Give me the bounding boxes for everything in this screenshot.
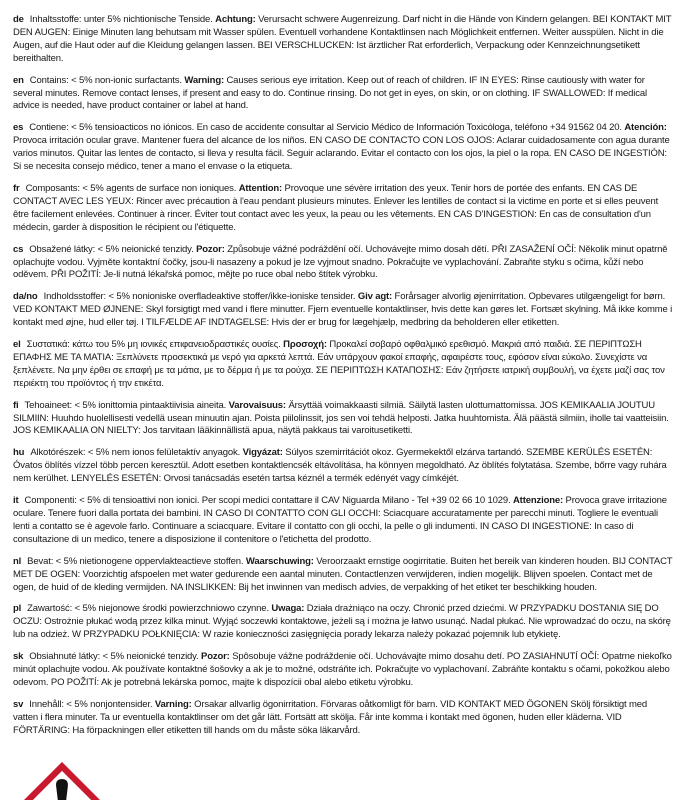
section-text: Forårsager alvorlig øjenirritation. Opbevares utilgængeligt for børn. VED KONTAKT MED ØJNENE: Skyl forsigtigt med vand i flere minutter. Fjern eventuelle kontaktlinser, hvis dette kan gøres let. Fortsæt skylning. Må ikke komme i kontakt med øjne, hud eller tøj. I TILFÆLDE AF INDTAGELSE: Hvis der er brug for lægehjælp, medbring da beholderen eller etiketten. (13, 291, 673, 329)
signal-word: Varning: (154, 698, 192, 710)
label-section-cs (13, 244, 674, 283)
language-code: sv (13, 698, 24, 710)
ghs07-exclamation-mark-icon (18, 762, 106, 800)
language-code: cs (13, 243, 24, 255)
language-code: en (13, 74, 24, 86)
signal-word: Attenzione: (512, 495, 564, 507)
section-text: Bevat: < 5% nietionogene oppervlakteactieve stoffen. (27, 555, 246, 567)
section-text: Tehoaineet: < 5% ionittomia pintaaktiivisia aineita. (24, 399, 229, 411)
section-text: Veroorzaakt ernstige oogirritatie. Buiten het bereik van kinderen houden. BIJ CONTACT MET DE OGEN: Voorzichtig afspoelen met water gedurende een aantal minuten. Contactlenzen verwijderen, indien mogelijk. Blijven spoelen. Contact met de ogen, de huid of de kleding vermijden. NA INSLIKKEN: Bij het inwinnen van medisch advies, de verpakking of het etiket ter beschikking houden. (13, 555, 673, 593)
section-text: Innehåll: < 5% nonjontensider. (29, 698, 155, 710)
language-code: pl (13, 603, 22, 615)
language-code: sk (13, 651, 24, 663)
section-text: Działa drażniąco na oczy. Chronić przed dziećmi. W PRZYPADKU DOSTANIA SIĘ DO OCZU: Ostrożnie płukać wodą przez kilka minut. Wyjąć soczewki kontaktowe, jeżeli są i można je łatwo usunąć. Nadal płukać. Nie wprowadzać do oczu, na skórę lub na odzież. W PRZYPADKU POŁKNIĘCIA: W razie konieczności zasięgnięcia porady lekarza należy pokazać pojemnik lub etykietę. (13, 603, 671, 641)
label-section-it (13, 495, 674, 547)
signal-word: Giv agt: (357, 291, 393, 303)
section-text: Verursacht schwere Augenreizung. Darf nicht in die Hände von Kindern gelangen. BEI KONTAKT MIT DEN AUGEN: Einige Minuten lang behutsam mit Wasser spülen. Eventuell vorhandene Kontaktlinsen nach Möglichkeit entfernen. Weiter ausspülen. Nicht in die Augen, auf die Haut oder auf die Kleidung gelangen lassen. BEI VERSCHLUCKEN: Ist ärztlicher Rat erforderlich, Verpackung oder Kennzeichnungsetikett bereithalten. (13, 14, 672, 64)
signal-word: Atención: (624, 122, 667, 134)
label-section-el (13, 339, 674, 391)
signal-word: Pozor: (201, 651, 230, 663)
label-section-en (13, 75, 674, 114)
language-code: de (13, 14, 24, 25)
signal-word: Waarschuwing: (245, 555, 314, 567)
section-text: Provoque une sévère irritation des yeux. Tenir hors de portée des enfants. EN CAS DE CONTACT AVEC LES YEUX: Rincer avec précaution à l'eau pendant plusieurs minutes. Enlever les lentilles de contact si la victime en porte et si elles peuvent être facilement enlevées. Continuer à rincer. Éviter tout contact avec les yeux, la peau ou les vêtements. EN CAS D'INGESTION: En cas de consultation d'un médecin, garder à disposition le récipient ou l'étiquette. (13, 182, 659, 233)
language-code: el (13, 339, 21, 351)
label-section-nl (13, 556, 674, 595)
section-text: Causes serious eye irritation. Keep out of reach of children. IF IN EYES: Rinse cautiously with water for several minutes. Remove contact lenses, if present and easy to do. Continue rinsing. Do not get in eyes, on skin, or on clothing. IF SWALLOWED: If medical advice is needed, have product container or label at hand. (13, 74, 647, 112)
label-section-sk (13, 651, 674, 690)
section-text: Composants: < 5% agents de surface non ioniques. (25, 182, 239, 194)
language-code: hu (13, 447, 25, 459)
signal-word: Varovaisuus: (228, 399, 286, 411)
section-text: Provoca grave irritazione oculare. Tenere fuori dalla portata dei bambini. IN CASO DI CONTATTO CON GLI OCCHI: Sciacquare accuratamente per parecchi minuti. Togliere le eventuali lenti a contatto se è agevole farlo. Continuare a sciacquare. Evitare il contatto con gli occhi, la pelle o gli indumenti. IN CASO DI INGESTIONE: In caso di consultazione di un medico, tenere a disposizione il contenitore o l'etichetta del prodotto. (13, 495, 667, 545)
section-text: Ärsyttää voimakkaasti silmiä. Säilytä lasten ulottumattomissa. JOS KEMIKAALIA JOUTUU SILMIIN: Huuhdo huolellisesti vedellä usean minuutin ajan. Poista piilolinssit, jos sen voi tehdä helposti. Jatka huuhtomista. Älä päästä silmiin, iholle tai vaatteisiin. JOS KEMIKAALIA ON NIELTY: Jos tarvitaan lääkinnällistä apua, näytä pakkaus tai varoitusetiketti. (13, 399, 669, 437)
section-text: Obsiahnuté látky: < 5% neionické tenzidy. (29, 651, 202, 663)
section-text: Alkotórészek: < 5% nem ionos felületaktív anyagok. (30, 447, 243, 459)
section-text: Súlyos szemirritációt okoz. Gyermekektől elzárva tartandó. SZEMBE KERÜLÉS ESETÉN: Óvatos öblítés vízzel több percen keresztül. Adott esetben kontaktlencsék eltávolítása, ha könnyen megoldható. Az öblítés folytatása. Szembe, bőrre vagy ruhára nem kerülhet. LENYELÉS ESETÉN: Orvosi tanácsadás esetén tartsa kéznél a termék edényét vagy címkéjét. (13, 447, 667, 485)
signal-word: Achtung: (215, 14, 256, 25)
signal-word: Pozor: (196, 243, 225, 255)
label-section-sv (13, 699, 674, 738)
section-text: Componenti: < 5% di tensioattivi non ionici. Per scopi medici contattare il CAV Niguarda Milano - Tel +39 02 66 10 1029. (24, 495, 513, 507)
signal-word: Warning: (184, 74, 224, 86)
section-text: Indholdsstoffer: < 5% nonioniske overfladeaktive stoffer/ikke-ioniske tensider. (43, 291, 358, 303)
label-section-da-no (13, 291, 674, 330)
section-text: Způsobuje vážné podráždění očí. Uchovávejte mimo dosah dětí. PŘI ZASAŽENÍ OČÍ: Několik minut opatrně oplachujte vodou. Vyjměte kontaktní čočky, jsou-li nasazeny a pokud je lze vyjmout snadno. Pokračujte ve vyplachování. Zabraňte styku s očima, kůží nebo oděvem. PŘI POŽITÍ: Je-li nutná lékařská pomoc, mějte po ruce obal nebo štítek výrobku. (13, 243, 668, 281)
label-section-pl (13, 603, 674, 642)
section-text: Orsakar allvarlig ögonirritation. Förvaras oåtkomligt för barn. VID KONTAKT MED ÖGONEN Skölj försiktigt med vatten i flera minuter. Ta ur eventuella kontaktlinser om det går lätt. Fortsätt att skölja. Får inte komma i kontakt med ögonen, huden eller kläderna. VID FÖRTÄRING: Ha förpackningen eller etiketten till hands om du måste söka läkarvård. (13, 698, 648, 736)
language-code: es (13, 122, 24, 134)
section-text: Obsažené látky: < 5% neionické tenzidy. (29, 243, 197, 255)
section-text: Συστατικά: κάτω του 5% μη ιονικές επιφανειοδραστικές ουσίες. (26, 339, 284, 351)
section-text: Zawartość: < 5% niejonowe środki powierzchniowo czynne. (27, 603, 272, 615)
section-text: Contiene: < 5% tensioacticos no iónicos. En caso de accidente consultar al Servicio Médico de Información Toxicóloga, teléfono +34 91562 04 20. (29, 122, 625, 134)
signal-word: Attention: (238, 182, 283, 194)
section-text: Spôsobuje vážne podráždenie očí. Uchovávajte mimo dosahu detí. PO ZASIAHNUTÍ OČÍ: Opatrne niekoľko minút oplachujte vodou. Ak používate kontaktné šošovky a ak je to možné, odstráňte ich. Pokračujte vo vyplachovaní. Zabráňte kontaktu s očami, pokožkou alebo odevom. PO POŽITÍ: Ak je potrebná lekárska pomoc, majte k dispozícii obal alebo etiketu výrobku. (13, 651, 672, 688)
section-text: Contains: < 5% non-ionic surfactants. (29, 74, 185, 86)
section-text: Provoca irritación ocular grave. Mantener fuera del alcance de los niños. EN CASO DE CONTACTO CON LOS OJOS: Aclarar cuidadosamente con agua durante varios minutos. Quitar las lentes de contacto, si lleva y resulta fácil. Seguir aclarando. Evitar el contacto con los ojos, la piel o la ropa. EN CASO DE INGESTIÓN: Si se necesita consejo médico, tener a mano el envase o la etiqueta. (13, 135, 670, 173)
language-code: fr (13, 182, 20, 194)
section-text: Inhaltsstoffe: unter 5% nichtionische Tenside. (29, 14, 216, 25)
section-text: Προκαλεί σοβαρό οφθαλμικό ερεθισμό. Μακριά από παιδιά. ΣΕ ΠΕΡΙΠΤΩΣΗ ΕΠΑΦΗΣ ΜΕ ΤΑ ΜΑΤΙΑ: Ξεπλύνετε προσεκτικά με νερό για αρκετά λεπτά. Εάν υπάρχουν φακοί επαφής, αφαιρέστε τους, εφόσον είναι εύκολο. Συνεχίστε να ξεπλένετε. Να μην έρθει σε επαφή με τα μάτια, με το δέρμα ή με τα ρούχα. ΣΕ ΠΕΡΙΠΤΩΣΗ ΚΑΤΑΠΟΣΗΣ: Εάν ζητήσετε ιατρική συμβουλή, να έχετε μαζί σας τον περιέκτη του προϊόντος ή την ετικέτα. (13, 339, 665, 389)
language-code: nl (13, 555, 22, 567)
signal-word: Vigyázat: (242, 447, 283, 459)
label-section-de (13, 14, 674, 66)
language-code: it (13, 495, 19, 507)
label-section-fr (13, 183, 674, 235)
language-code: da/no (13, 291, 38, 303)
signal-word: Προσοχή: (283, 339, 327, 351)
label-section-fi (13, 400, 674, 439)
signal-word: Uwaga: (271, 603, 305, 615)
label-section-hu (13, 447, 674, 486)
label-section-es (13, 122, 674, 174)
language-code: fi (13, 399, 19, 411)
